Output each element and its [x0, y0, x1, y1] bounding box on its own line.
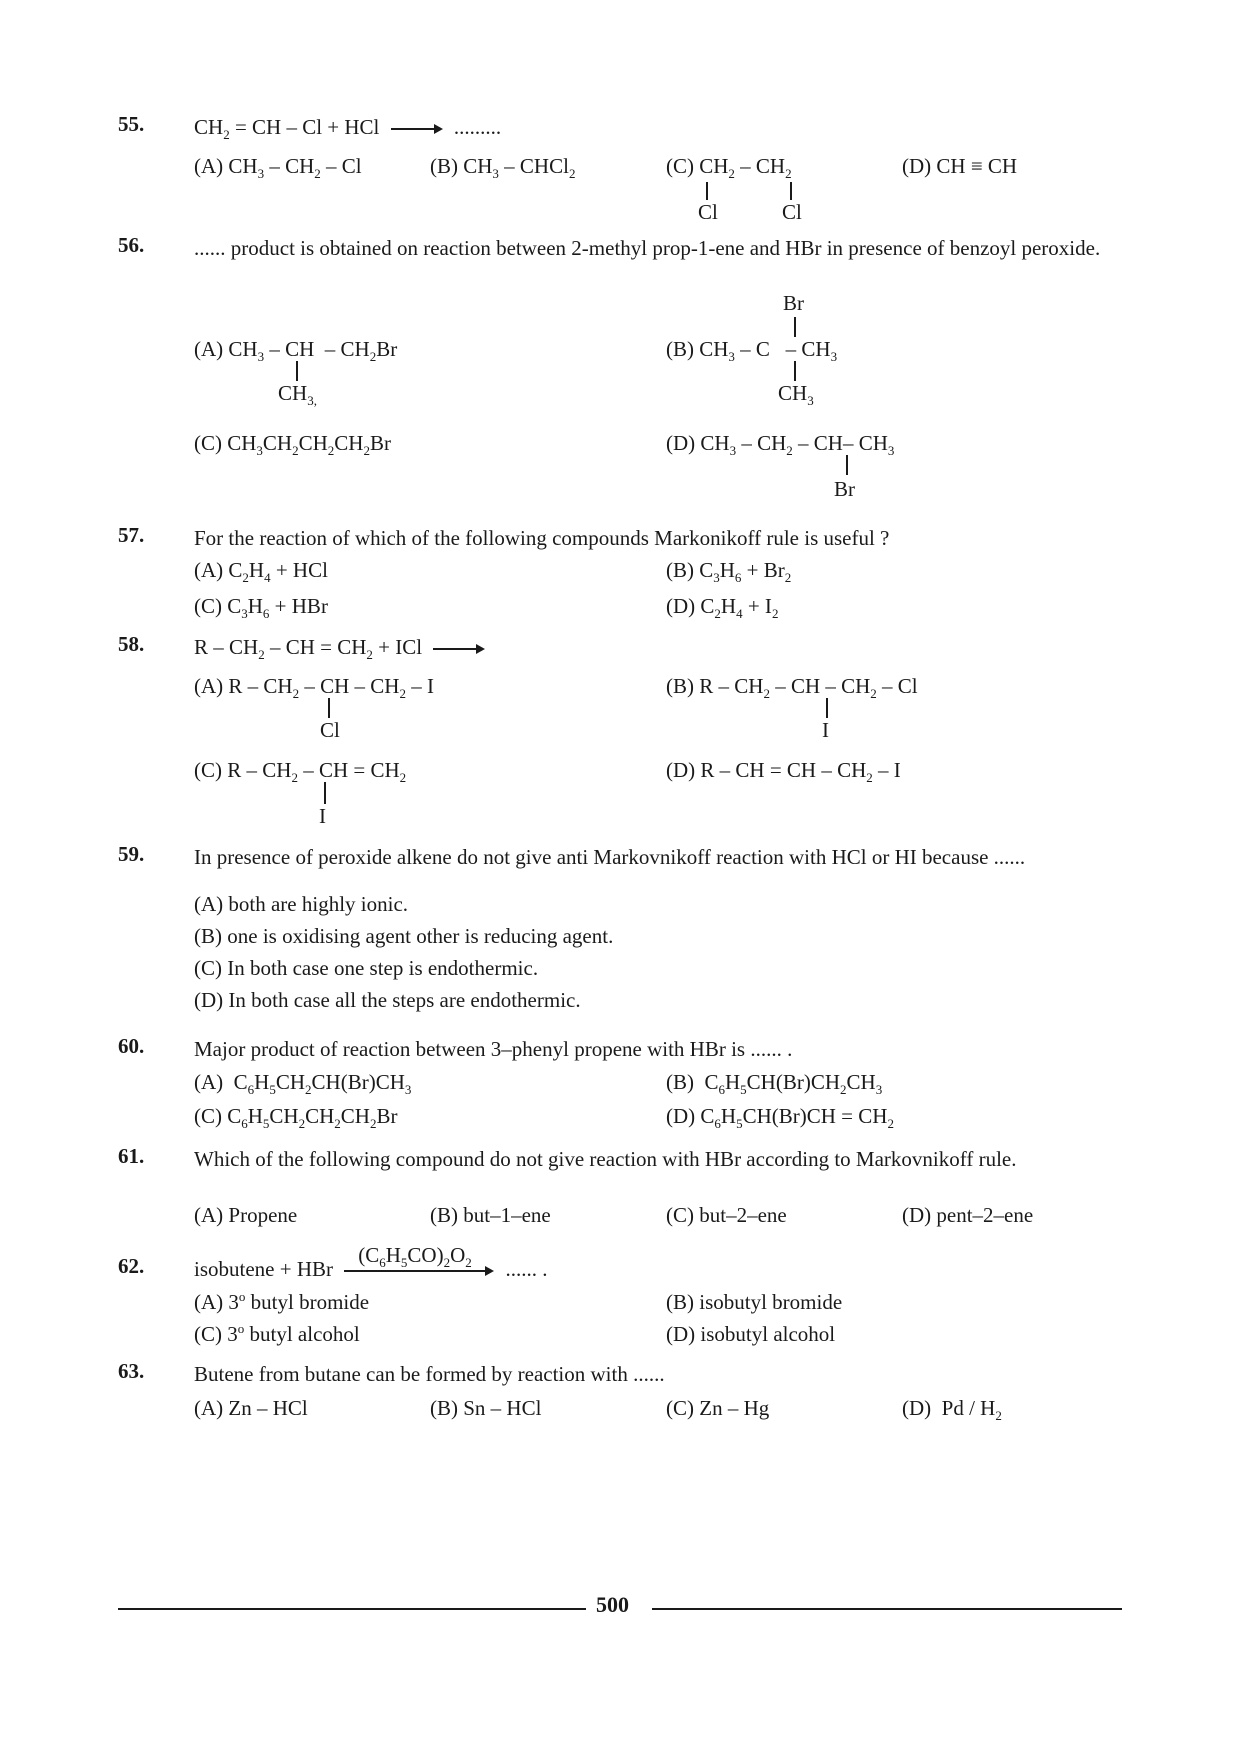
- option-a[interactable]: (A) $C_6H_5CH_2CH(Br)CH_3$: [194, 1070, 412, 1097]
- substituent-label: Cl: [782, 200, 802, 224]
- question-number: 63.: [118, 1359, 145, 1383]
- bond-line: [296, 361, 298, 381]
- option-c[interactable]: (C) Zn – Hg: [666, 1396, 770, 1420]
- bond-line: [846, 455, 848, 475]
- question-text: For the reaction of which of the following compounds Markonikoff rule is useful ?: [194, 526, 890, 550]
- question-text: Butene from butane can be formed by reaction with ......: [194, 1362, 665, 1386]
- option-d[interactable]: (D) isobutyl alcohol: [666, 1322, 836, 1346]
- option-d[interactable]: (D) $C_6H_5CH(Br)CH = CH_2$: [666, 1104, 894, 1131]
- page-number: 500: [596, 1592, 629, 1617]
- option-c[interactable]: (C) R – $CH_2$ – CH = $CH_2$: [194, 758, 407, 785]
- option-b[interactable]: (B) $C_3H_6 + Br_2$: [666, 558, 792, 585]
- question-number: 60.: [118, 1034, 145, 1058]
- option-c[interactable]: (C) In both case one step is endothermic.: [194, 956, 539, 980]
- option-c[interactable]: (C) $CH_2 - CH_2$: [666, 154, 792, 181]
- question-text: $CH_2$ = CH – Cl + HCl .........: [194, 115, 502, 142]
- option-a[interactable]: (A) Propene: [194, 1203, 298, 1227]
- option-d[interactable]: (D) Pd / $H_2$: [902, 1396, 1002, 1423]
- option-d[interactable]: (D) $CH_3 - CH_2 - CH-$ $CH_3$: [666, 431, 895, 458]
- option-b[interactable]: (B) $CH_3$ – CHCl$_2$: [430, 154, 576, 181]
- option-a[interactable]: (A) R – $CH_2$ – CH – $CH_2$ – I: [194, 674, 434, 701]
- option-d[interactable]: (D) In both case all the steps are endothermic.: [194, 988, 581, 1012]
- option-a[interactable]: (A) Zn – HCl: [194, 1396, 308, 1420]
- question-text: Which of the following compound do not give reaction with HBr according to Markovnikoff rule.: [194, 1147, 1017, 1171]
- option-d[interactable]: (D) $C_2H_4 + I_2$: [666, 594, 779, 621]
- substituent-label: $CH_3$: [778, 381, 814, 408]
- option-d[interactable]: (D) pent–2–ene: [902, 1203, 1034, 1227]
- question-number: 58.: [118, 632, 145, 656]
- reaction-arrow-icon: [344, 1243, 494, 1276]
- option-a[interactable]: (A) $C_2H_4$ + HCl: [194, 558, 328, 585]
- reaction-arrow-icon: [433, 644, 485, 654]
- substituent-label: I: [822, 718, 829, 742]
- option-d[interactable]: (D) R – CH = CH – $CH_2$ – I: [666, 758, 901, 785]
- footer-rule: [652, 1608, 1122, 1610]
- question-text: isobutene + HBr $(C_6H_5CO)_2O_2$ ...... .: [194, 1254, 1130, 1284]
- option-c[interactable]: (C) $C_6H_5CH_2CH_2CH_2Br$: [194, 1104, 398, 1131]
- option-c[interactable]: (C) $C_3H_6$ + HBr: [194, 594, 328, 621]
- option-b[interactable]: (B) but–1–ene: [430, 1203, 551, 1227]
- option-b[interactable]: (B) $C_6H_5CH(Br)CH_2CH_3$: [666, 1070, 883, 1097]
- option-a[interactable]: (A) 3$^o$ butyl bromide: [194, 1289, 370, 1314]
- question-number: 56.: [118, 233, 145, 257]
- reagent-label: $(C_6H_5CO)_2O_2$: [358, 1243, 472, 1271]
- bond-line: [794, 361, 796, 381]
- substituent-label: Cl: [320, 718, 340, 742]
- bond-line: [706, 182, 708, 200]
- option-b[interactable]: (B) isobutyl bromide: [666, 1290, 843, 1314]
- bond-line: [826, 698, 828, 718]
- option-c[interactable]: (C) but–2–ene: [666, 1203, 787, 1227]
- option-a[interactable]: (A) $CH_3 - CH_2$ – Cl: [194, 154, 362, 181]
- option-c[interactable]: (C) 3$^o$ butyl alcohol: [194, 1321, 360, 1346]
- option-a[interactable]: (A) $CH_3$ – CH – $CH_2Br$: [194, 337, 398, 364]
- substituent-label: Br: [783, 291, 804, 315]
- reaction-arrow-icon: [391, 124, 443, 134]
- bond-line: [324, 782, 326, 804]
- substituent-label: I: [319, 804, 326, 828]
- substituent-label: Cl: [698, 200, 718, 224]
- footer-rule: [118, 1608, 586, 1610]
- bond-line: [328, 698, 330, 718]
- option-b[interactable]: (B) R – $CH_2$ – CH – $CH_2$ – Cl: [666, 674, 918, 701]
- bond-line: [794, 317, 796, 337]
- question-number: 59.: [118, 842, 145, 866]
- question-number: 57.: [118, 523, 145, 547]
- option-a[interactable]: (A) both are highly ionic.: [194, 892, 409, 916]
- bond-line: [790, 182, 792, 200]
- question-text: ...... product is obtained on reaction between 2-methyl prop-1-ene and HBr in presence of benzoyl peroxide.: [194, 236, 1101, 260]
- question-number: 61.: [118, 1144, 145, 1168]
- question-text: R – $CH_2$ – CH = $CH_2$ + ICl: [194, 632, 1130, 662]
- option-c[interactable]: (C) $CH_3CH_2CH_2CH_2Br$: [194, 431, 391, 458]
- question-number: 62.: [118, 1254, 145, 1278]
- substituent-label: $CH_{3,}$: [278, 381, 317, 408]
- question-text: Major product of reaction between 3–phenyl propene with HBr is ...... .: [194, 1037, 793, 1061]
- question-text: In presence of peroxide alkene do not give anti Markovnikoff reaction with HCl or HI because ......: [194, 845, 1026, 869]
- question-number: 55.: [118, 112, 145, 136]
- option-b[interactable]: (B) Sn – HCl: [430, 1396, 542, 1420]
- option-d[interactable]: (D) CH ≡ CH: [902, 154, 1018, 178]
- substituent-label: Br: [834, 477, 855, 501]
- option-b[interactable]: (B) $CH_3$ – C – $CH_3$: [666, 337, 838, 364]
- option-b[interactable]: (B) one is oxidising agent other is reducing agent.: [194, 924, 614, 948]
